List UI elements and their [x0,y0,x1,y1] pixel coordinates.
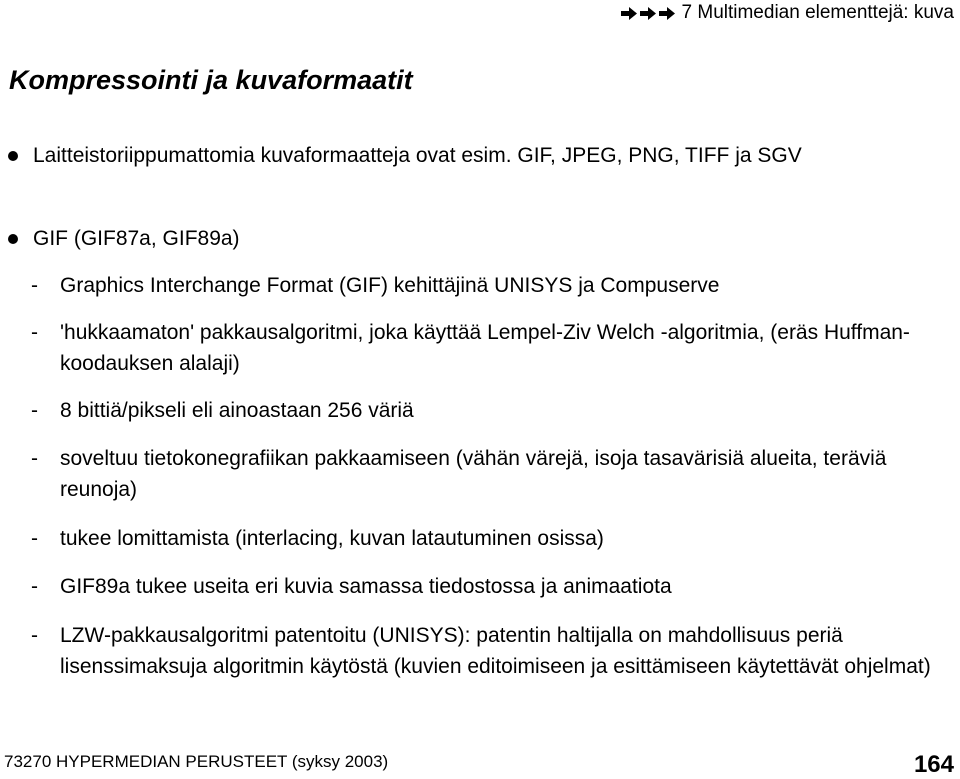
page-number: 164 [913,751,954,778]
dash-marker: - [31,274,38,297]
chapter-title: 7 Multimedian elementtejä: kuva [681,2,954,23]
list-item-text: 'hukkaamaton' pakkausalgoritmi, joka käyttää Lempel-Ziv Welch -algoritmia, (eräs Huffman-koodauksen alalaji) [60,321,910,375]
bullet-icon [8,234,18,244]
arrow-right-icon [640,7,656,20]
list-item-text: GIF (GIF87a, GIF89a) [33,227,240,250]
dash-marker: - [31,575,38,598]
arrow-right-icon [621,7,637,20]
list-item-text: GIF89a tukee useita eri kuvia samassa tiedostossa ja animaatiota [60,575,672,598]
dash-marker: - [31,321,38,344]
course-footer: 73270 HYPERMEDIAN PERUSTEET (syksy 2003) [4,752,389,771]
dash-marker: - [31,624,38,647]
list-item-text: Laitteistoriippumattomia kuvaformaatteja ovat esim. GIF, JPEG, PNG, TIFF ja SGV [33,144,802,167]
page-title: Kompressointi ja kuvaformaatit [9,65,413,95]
list-item-text: tukee lomittamista (interlacing, kuvan latautuminen osissa) [60,527,604,550]
bullet-icon [8,151,18,161]
list-item-text: 8 bittiä/pikseli eli ainoastaan 256 väriä [60,399,414,422]
chapter-header [621,2,954,24]
dash-marker: - [31,447,38,470]
dash-marker: - [31,527,38,550]
list-item-text: LZW-pakkausalgoritmi patentoitu (UNISYS): patentin haltijalla on mahdollisuus periä lisenssimaksuja algoritmin käytöstä (kuvien editoimiseen ja esittämiseen käytettävät ohjelmat) [60,624,931,678]
arrow-right-icon [659,7,675,20]
dash-marker: - [31,399,38,422]
list-item-text: Graphics Interchange Format (GIF) kehittäjinä UNISYS ja Compuserve [60,274,720,297]
list-item-text: soveltuu tietokonegrafiikan pakkaamiseen (vähän värejä, isoja tasavärisiä alueita, teräviä reunoja) [60,447,887,501]
